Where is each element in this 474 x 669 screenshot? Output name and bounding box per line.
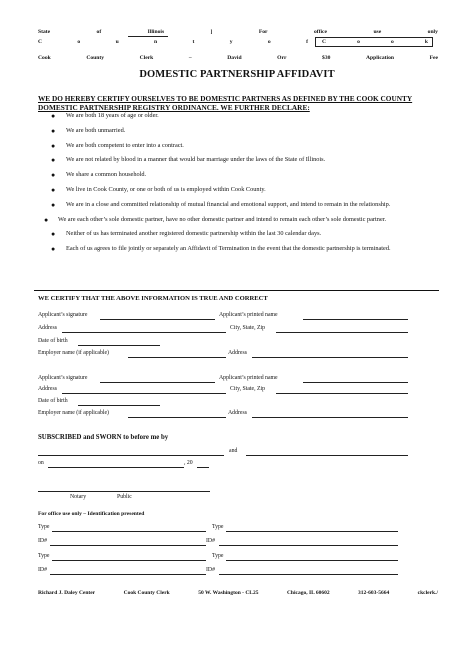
applicant1-dob-field[interactable] — [78, 345, 160, 346]
id2-type-label: Type — [212, 524, 224, 530]
header-word: Fee — [429, 55, 438, 61]
id3-number-label: ID# — [38, 567, 48, 573]
declaration-text: We are each other’s sole domestic partner, have no other domestic partner and intend to remain each other’s sole domestic partner. — [58, 215, 387, 223]
declaration-item — [44, 171, 444, 179]
header-word: only — [427, 29, 438, 35]
applicant1-signature-field[interactable] — [100, 319, 215, 320]
notary-signature-field[interactable] — [38, 491, 210, 492]
applicant2-dob-field[interactable] — [78, 405, 160, 406]
applicant2-employer-address-field[interactable] — [252, 417, 408, 418]
header-word: Cook — [38, 55, 51, 61]
bullet-icon: ● — [51, 200, 56, 209]
header-word: Illinois — [147, 29, 165, 35]
declaration-item — [44, 230, 444, 238]
header-word: For — [258, 29, 268, 35]
applicant1-employer-address-field[interactable] — [252, 357, 408, 358]
bullet-icon: ● — [51, 185, 56, 194]
declaration-item — [44, 127, 444, 135]
id3-type-field[interactable] — [52, 560, 206, 561]
header-word: use — [373, 29, 382, 35]
id4-number-label: ID# — [206, 567, 216, 573]
header-letter: o — [391, 39, 394, 45]
declaration-text: Each of us agrees to file jointly or separately an Affidavit of Termination in the event that the domestic partnership is terminated. — [66, 245, 391, 253]
footer-phone: 312-603-5664 — [358, 590, 390, 596]
header-word: office — [313, 29, 328, 35]
header-letter: o — [267, 39, 271, 45]
applicant2-printed-name-field[interactable] — [303, 382, 408, 383]
header-word: $30 — [322, 55, 331, 61]
header-underline — [128, 36, 168, 37]
header-letter: f — [306, 39, 308, 45]
applicant1-employer-address-label: Address — [228, 350, 247, 356]
declaration-item — [44, 201, 444, 209]
header-letter: y — [229, 39, 233, 45]
applicant2-employer-label: Employer name (if applicable) — [38, 410, 109, 416]
id1-number-field[interactable] — [50, 545, 206, 546]
sworn-name1-field[interactable] — [38, 455, 224, 456]
footer-city: Chicago, IL 60602 — [286, 590, 330, 596]
declaration-text: We are in a close and committed relationship of mutual financial and emotional support, and intend to remain in the relationship. — [66, 200, 391, 208]
certify-statement: WE DO HEREBY CERTIFY OURSELVES TO BE DOMESTIC PARTNERS AS DEFINED BY THE COOK COUNTY DOMESTIC PARTNERSHIP REGISTRY ORDINANCE. WE FURTHER DECLARE: — [38, 94, 413, 112]
bullet-icon: ● — [51, 126, 56, 135]
applicant1-address-label: Address — [38, 325, 57, 331]
applicant1-address-field[interactable] — [62, 332, 226, 333]
header-word: Clerk — [139, 55, 154, 61]
applicant1-employer-field[interactable] — [128, 357, 226, 358]
footer-contact — [38, 590, 438, 596]
sworn-date-field[interactable] — [48, 467, 184, 468]
header-word: David — [227, 55, 242, 61]
applicant2-employer-address-label: Address — [228, 410, 247, 416]
header-letter: o — [77, 39, 81, 45]
header-word: State — [38, 29, 51, 35]
applicant2-city-label: City, State, Zip — [230, 386, 266, 392]
header-letter: C — [322, 39, 327, 45]
sworn-and-label: and — [229, 448, 238, 454]
id1-number-label: ID# — [38, 538, 48, 544]
declaration-text: We are both 18 years of age or older. — [66, 112, 159, 119]
id4-type-label: Type — [212, 553, 224, 559]
header-word: ] — [210, 29, 213, 35]
header-word: of — [96, 29, 102, 35]
applicant2-address-label: Address — [38, 386, 57, 392]
declaration-text: We share a common household. — [66, 171, 147, 179]
header-row-fee — [38, 55, 438, 61]
header-letter: o — [357, 39, 360, 45]
header-row-state — [38, 29, 438, 35]
declaration-item — [44, 112, 444, 120]
applicant2-address-field[interactable] — [62, 393, 226, 394]
id3-type-label: Type — [38, 553, 50, 559]
notary-label: Notary — [70, 494, 87, 500]
header-word: – — [188, 55, 192, 61]
header-row-county — [38, 39, 308, 45]
id2-number-field[interactable] — [219, 545, 398, 546]
applicant1-city-field[interactable] — [276, 332, 408, 333]
header-letter: u — [115, 39, 119, 45]
sworn-on-label: on — [38, 460, 44, 466]
declaration-text: We are not related by blood in a manner that would bar marriage under the laws of the State of Illinois. — [66, 156, 326, 164]
applicant1-employer-label: Employer name (if applicable) — [38, 350, 109, 356]
certify-info-heading: WE CERTIFY THAT THE ABOVE INFORMATION IS TRUE AND CORRECT — [38, 295, 268, 302]
applicant1-dob-label: Date of birth — [38, 338, 68, 344]
applicant1-city-label: City, State, Zip — [230, 325, 266, 331]
applicant1-printed-name-label: Applicant’s printed name — [219, 312, 278, 318]
id1-type-label: Type — [38, 524, 50, 530]
declaration-text: Neither of us has terminated another registered domestic partnership within the last 30 calendar days. — [66, 230, 322, 238]
id1-type-field[interactable] — [52, 531, 206, 532]
declaration-text: We live in Cook County, or one or both of us is employed within Cook County. — [66, 185, 266, 193]
sworn-year-field[interactable] — [197, 467, 209, 468]
declaration-item — [44, 156, 444, 164]
header-letter: C — [38, 39, 43, 45]
footer-location: Richard J. Daley Center — [38, 590, 96, 596]
bullet-icon: ● — [51, 230, 56, 239]
bullet-icon: ● — [44, 215, 49, 224]
bullet-icon: ● — [51, 171, 56, 180]
office-use-heading: For office use only – Identification presented — [38, 511, 145, 517]
section-divider — [34, 290, 439, 291]
header-word: Application — [366, 55, 394, 61]
declaration-item — [44, 245, 444, 253]
applicant1-signature-label: Applicant’s signature — [38, 312, 88, 318]
applicant2-signature-field[interactable] — [100, 382, 215, 383]
declaration-text: We are both unmarried. — [66, 126, 126, 134]
bullet-icon: ● — [51, 156, 56, 165]
header-letter: t — [192, 39, 195, 45]
bullet-icon: ● — [51, 245, 56, 254]
header-row-cook — [322, 39, 428, 45]
public-label: Public — [117, 494, 132, 500]
applicant2-dob-label: Date of birth — [38, 398, 68, 404]
sworn-year-label: , 20 — [184, 460, 193, 466]
sworn-heading: SUBSCRIBED and SWORN to before me by — [38, 434, 169, 441]
declarations-list — [44, 112, 444, 260]
footer-office: Cook County Clerk — [123, 590, 170, 596]
applicant1-printed-name-field[interactable] — [303, 319, 408, 320]
applicant2-employer-field[interactable] — [128, 417, 226, 418]
header-word: Orr — [277, 55, 287, 61]
header-letter: n — [154, 39, 158, 45]
declaration-text: We are both competent to enter into a contract. — [66, 141, 184, 149]
id2-number-label: ID# — [206, 538, 216, 544]
footer-street: 50 W. Washington - CL25 — [198, 590, 259, 596]
sworn-name2-field[interactable] — [246, 455, 408, 456]
applicant2-printed-name-label: Applicant’s printed name — [219, 375, 278, 381]
header-word: County — [86, 55, 105, 61]
footer-web: ckclerk./ — [417, 590, 438, 596]
bullet-icon: ● — [51, 141, 56, 150]
id4-number-field[interactable] — [219, 574, 398, 575]
header-letter: k — [424, 39, 428, 45]
id4-type-field[interactable] — [226, 560, 398, 561]
bullet-icon: ● — [51, 112, 56, 120]
declaration-item — [44, 142, 444, 150]
id2-type-field[interactable] — [226, 531, 398, 532]
declaration-item — [44, 216, 444, 224]
applicant2-signature-label: Applicant’s signature — [38, 375, 88, 381]
declaration-item — [44, 186, 444, 194]
id3-number-field[interactable] — [50, 574, 206, 575]
page-title: DOMESTIC PARTNERSHIP AFFIDAVIT — [139, 69, 335, 80]
applicant2-city-field[interactable] — [276, 393, 408, 394]
